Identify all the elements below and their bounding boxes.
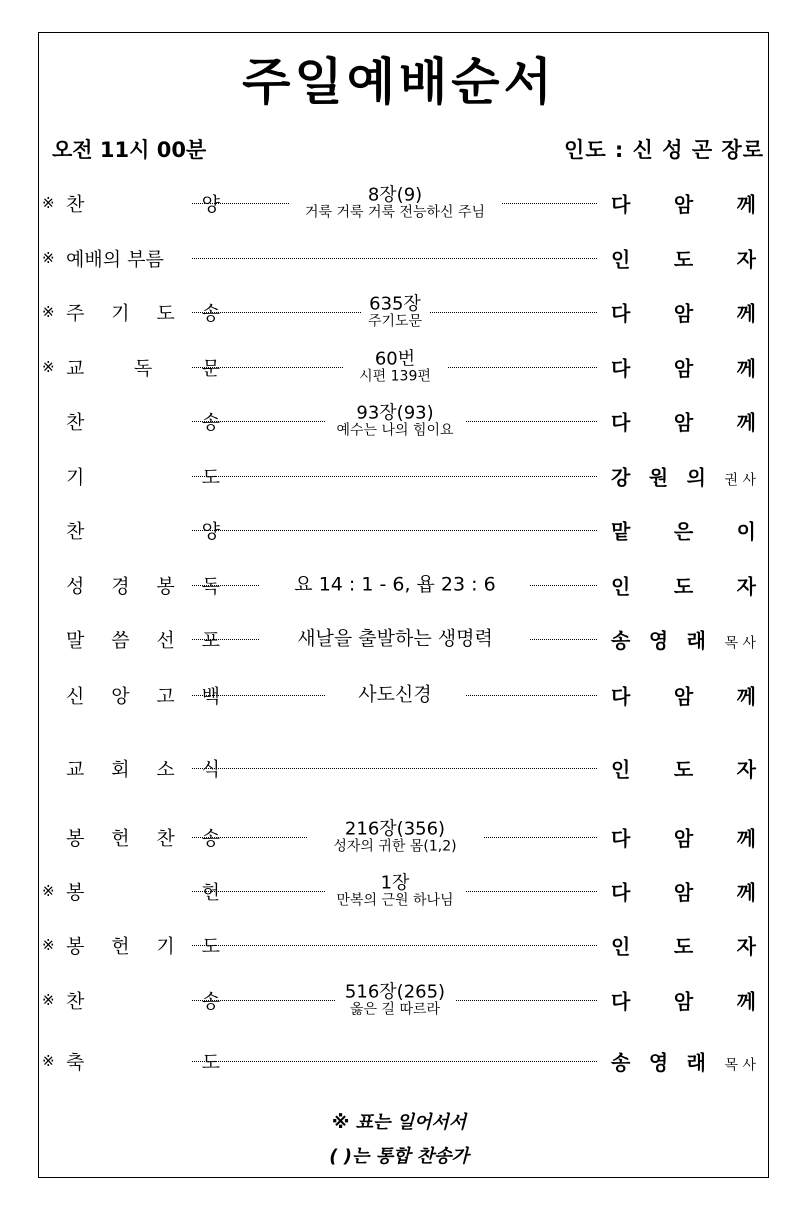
service-person xyxy=(611,681,756,710)
service-item-char: 포 xyxy=(201,629,220,652)
person-char: 암 xyxy=(673,826,694,851)
person-char: 암 xyxy=(673,356,694,381)
detail-main: 216장(356) xyxy=(344,818,446,840)
service-item-char: 송 xyxy=(201,990,220,1013)
service-item-char: 신 xyxy=(66,685,85,708)
service-row xyxy=(40,347,762,387)
person-char: 암 xyxy=(673,880,694,905)
detail-main: 새날을 출발하는 생명력 xyxy=(297,627,493,650)
person-char: 자 xyxy=(736,574,756,599)
service-person xyxy=(611,931,756,960)
service-person xyxy=(611,407,756,436)
service-leader: 인도 : 신 성 곤 장로 xyxy=(564,138,764,162)
service-row xyxy=(40,510,762,550)
person-char: 다 xyxy=(611,410,631,435)
person-char: 영 xyxy=(648,1050,669,1075)
person-char: 도 xyxy=(673,574,694,599)
footer-hymnal-note: ( )는 통합 찬송가 xyxy=(329,1146,469,1167)
service-item-char: 기 xyxy=(156,935,175,958)
detail-main: 요 14 : 1 - 6, 욥 23 : 6 xyxy=(294,573,496,596)
detail-sub: 성자의 귀한 몸(1,2) xyxy=(333,838,457,855)
person-char: 송 xyxy=(611,1050,631,1075)
footer-stand-note: ※ 표는 일어서서 xyxy=(331,1112,467,1133)
person-char: 다 xyxy=(611,826,631,851)
service-person xyxy=(611,298,756,327)
person-char: 맡 xyxy=(611,519,631,544)
service-item-char: 기 xyxy=(111,302,130,325)
service-item-char: 식 xyxy=(201,758,220,781)
service-row xyxy=(40,675,762,715)
service-person xyxy=(611,823,756,852)
service-item-char: 주 xyxy=(66,302,85,325)
service-person xyxy=(611,1047,756,1076)
service-item-char: 찬 xyxy=(66,193,85,216)
service-item-char: 찬 xyxy=(66,411,85,434)
service-detail xyxy=(260,629,530,650)
detail-main: 93장(93) xyxy=(356,402,434,424)
service-row xyxy=(40,817,762,857)
person-title: 권 사 xyxy=(724,472,756,489)
person-char: 암 xyxy=(673,989,694,1014)
service-item-char: 앙 xyxy=(111,685,130,708)
person-char: 도 xyxy=(673,247,694,272)
service-person xyxy=(611,462,756,491)
service-item-char: 봉 xyxy=(66,881,85,904)
person-char: 암 xyxy=(673,684,694,709)
service-person xyxy=(611,571,756,600)
person-char: 도 xyxy=(673,934,694,959)
person-char: 께 xyxy=(736,356,756,381)
service-item-char: 소 xyxy=(156,758,175,781)
service-item-char: 찬 xyxy=(66,520,85,543)
person-char: 암 xyxy=(673,410,694,435)
service-item-char: 헌 xyxy=(111,935,130,958)
detail-main: 8장(9) xyxy=(367,184,423,206)
service-item-char: 독 xyxy=(133,357,153,380)
service-detail xyxy=(325,685,465,706)
person-char: 다 xyxy=(611,356,631,381)
person-char: 인 xyxy=(611,757,631,782)
service-person xyxy=(611,625,756,654)
detail-main: 60번 xyxy=(374,348,416,370)
service-item-char: 도 xyxy=(156,302,175,325)
person-char: 께 xyxy=(736,880,756,905)
person-char: 의 xyxy=(686,465,706,490)
service-item-char: 말 xyxy=(66,629,85,652)
person-char: 인 xyxy=(611,247,631,272)
service-item-char: 문 xyxy=(201,357,220,380)
service-row xyxy=(40,456,762,496)
stand-mark: ※ xyxy=(42,194,55,212)
stand-mark: ※ xyxy=(42,303,55,321)
service-item-char: 도 xyxy=(201,1051,220,1074)
service-row xyxy=(40,292,762,332)
service-item-char: 찬 xyxy=(66,990,85,1013)
detail-sub: 주기도문 xyxy=(367,313,423,330)
stand-mark: ※ xyxy=(42,249,55,267)
service-item-char: 도 xyxy=(201,935,220,958)
service-row xyxy=(40,238,762,278)
service-item-char: 예배의 부름 xyxy=(66,248,164,271)
person-char: 다 xyxy=(611,301,631,326)
person-char: 자 xyxy=(736,934,756,959)
service-item-char: 선 xyxy=(156,629,175,652)
service-person xyxy=(611,189,756,218)
person-char: 도 xyxy=(673,757,694,782)
dotted-leader xyxy=(192,476,597,477)
service-detail xyxy=(289,185,501,220)
person-char: 께 xyxy=(736,684,756,709)
service-item-char: 봉 xyxy=(66,935,85,958)
service-person xyxy=(611,353,756,382)
detail-sub: 거룩 거룩 거룩 전능하신 주님 xyxy=(304,204,486,221)
person-char: 자 xyxy=(736,247,756,272)
person-char: 께 xyxy=(736,410,756,435)
detail-sub: 예수는 나의 힘이요 xyxy=(336,422,454,439)
service-item-char: 씀 xyxy=(111,629,130,652)
stand-mark: ※ xyxy=(42,936,55,954)
service-item-char: 회 xyxy=(111,758,130,781)
stand-mark: ※ xyxy=(42,991,55,1009)
service-detail xyxy=(336,982,455,1017)
service-row xyxy=(40,565,762,605)
person-char: 다 xyxy=(611,880,631,905)
service-item-char: 양 xyxy=(201,193,220,216)
service-person xyxy=(611,244,756,273)
dotted-leader xyxy=(192,768,597,769)
service-item-char: 교 xyxy=(66,758,85,781)
person-char: 다 xyxy=(611,684,631,709)
person-char: 영 xyxy=(648,628,669,653)
service-item-char: 도 xyxy=(201,466,220,489)
service-item-char: 헌 xyxy=(201,881,220,904)
person-char: 인 xyxy=(611,934,631,959)
service-detail xyxy=(343,349,447,384)
service-item-char: 봉 xyxy=(66,827,85,850)
service-item-char: 성 xyxy=(66,575,85,598)
person-char: 께 xyxy=(736,192,756,217)
service-row xyxy=(40,401,762,441)
service-detail xyxy=(260,575,530,596)
person-title: 목 사 xyxy=(724,1057,756,1074)
person-char: 자 xyxy=(736,757,756,782)
service-detail xyxy=(307,819,483,854)
service-time: 오전 11시 00분 xyxy=(52,138,207,162)
person-char: 께 xyxy=(736,301,756,326)
person-char: 께 xyxy=(736,826,756,851)
service-detail xyxy=(361,294,429,329)
detail-sub: 만복의 근원 하나님 xyxy=(336,892,454,909)
service-item-char: 축 xyxy=(66,1051,85,1074)
service-item-char: 독 xyxy=(201,575,220,598)
service-detail xyxy=(325,403,465,438)
service-item-char: 송 xyxy=(201,827,220,850)
service-item-char: 교 xyxy=(66,357,85,380)
person-char: 이 xyxy=(736,519,756,544)
service-item-char: 기 xyxy=(66,466,85,489)
service-item-char: 고 xyxy=(156,685,175,708)
service-row xyxy=(40,871,762,911)
service-person xyxy=(611,516,756,545)
dotted-leader xyxy=(192,530,597,531)
person-char: 래 xyxy=(686,628,706,653)
detail-sub: 시편 139편 xyxy=(359,368,431,385)
service-detail xyxy=(325,873,465,908)
service-row xyxy=(40,748,762,788)
page-title: 주일예배순서 xyxy=(242,53,556,111)
person-char: 원 xyxy=(648,465,669,490)
detail-sub: 옳은 길 따르라 xyxy=(349,1001,441,1018)
detail-main: 사도신경 xyxy=(358,683,432,706)
person-title: 목 사 xyxy=(724,635,756,652)
service-item-char: 경 xyxy=(111,575,130,598)
person-char: 께 xyxy=(736,989,756,1014)
detail-main: 1장 xyxy=(380,872,410,894)
service-row xyxy=(40,980,762,1020)
service-item-char: 헌 xyxy=(111,827,130,850)
person-char: 다 xyxy=(611,989,631,1014)
service-person xyxy=(611,754,756,783)
service-row xyxy=(40,1041,762,1081)
person-char: 인 xyxy=(611,574,631,599)
detail-main: 635장 xyxy=(369,293,421,315)
service-row xyxy=(40,619,762,659)
person-char: 다 xyxy=(611,192,631,217)
service-item-char: 백 xyxy=(201,685,220,708)
service-item-char: 봉 xyxy=(156,575,175,598)
detail-main: 516장(265) xyxy=(344,981,446,1003)
service-row xyxy=(40,183,762,223)
person-char: 래 xyxy=(686,1050,706,1075)
dotted-leader xyxy=(192,258,597,259)
stand-mark: ※ xyxy=(42,1052,55,1070)
service-person xyxy=(611,877,756,906)
person-char: 송 xyxy=(611,628,631,653)
person-char: 암 xyxy=(673,301,694,326)
dotted-leader xyxy=(192,1061,597,1062)
person-char: 암 xyxy=(673,192,694,217)
service-item-char: 송 xyxy=(201,302,220,325)
person-char: 은 xyxy=(673,519,694,544)
service-item-char: 양 xyxy=(201,520,220,543)
service-row xyxy=(40,925,762,965)
stand-mark: ※ xyxy=(42,882,55,900)
service-item-char: 송 xyxy=(201,411,220,434)
service-item-char: 찬 xyxy=(156,827,175,850)
service-person xyxy=(611,986,756,1015)
stand-mark: ※ xyxy=(42,358,55,376)
person-char: 강 xyxy=(611,465,631,490)
dotted-leader xyxy=(192,945,597,946)
